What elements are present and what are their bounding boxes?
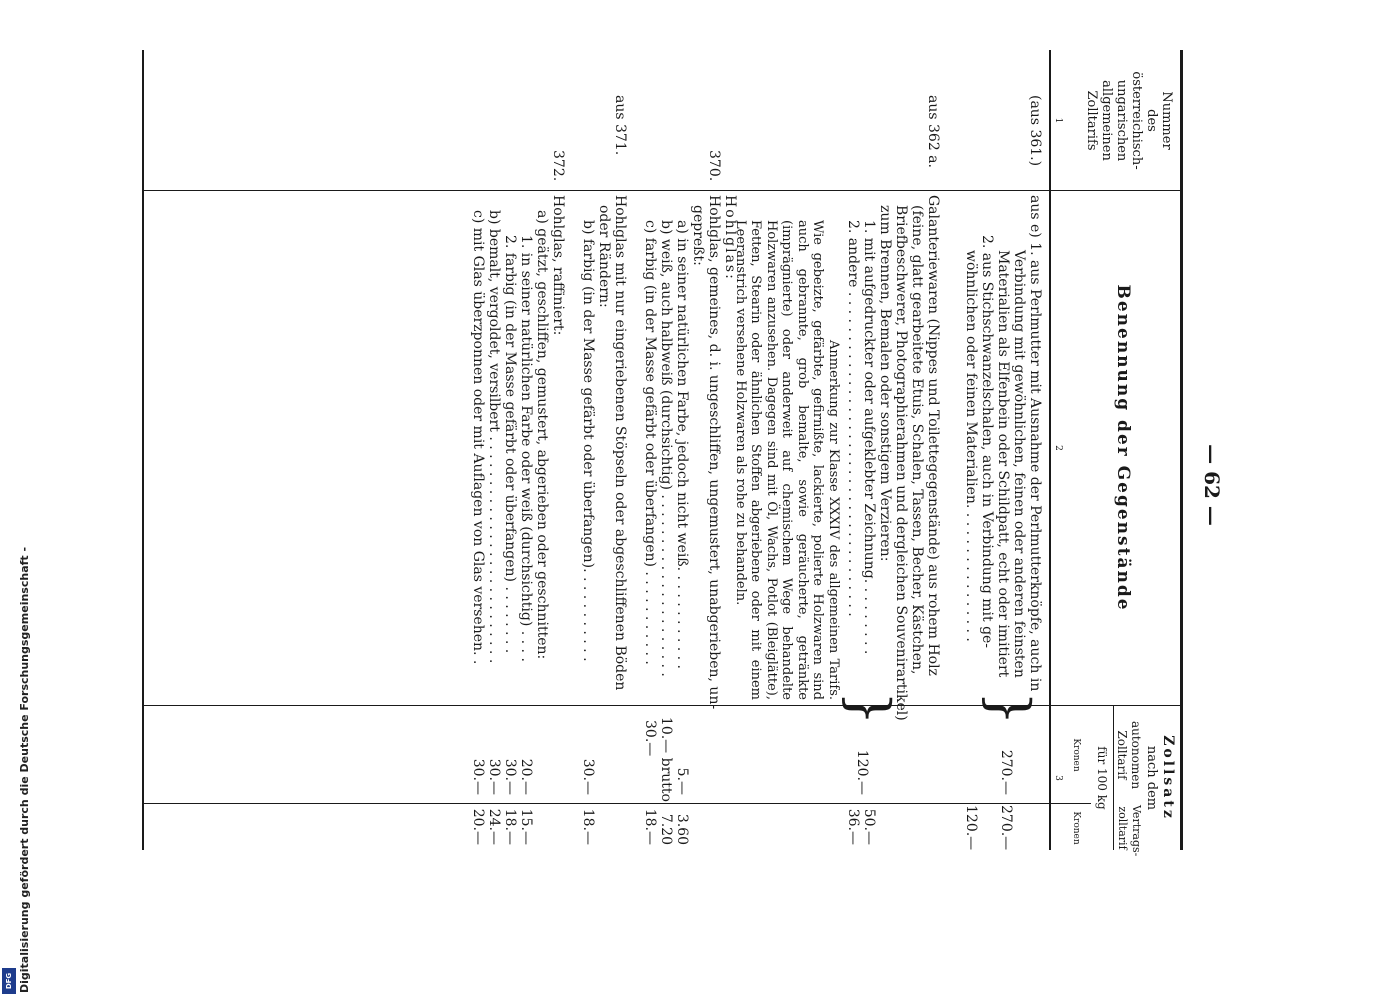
rate-autonomous: 270.— xyxy=(998,749,1014,795)
tariff-number: aus 371. xyxy=(612,95,628,156)
dfg-logo xyxy=(2,968,16,994)
dfg-logo-text: DFG xyxy=(5,972,13,990)
rate-autonomous: 30.— xyxy=(580,758,596,795)
brace: } xyxy=(978,691,1041,726)
item-text: wöhnlichen oder feinen Materialien. . . . . . . . . . . . . . . . xyxy=(963,250,979,642)
header-col1-line: allgemeinen xyxy=(1099,80,1114,161)
rate-treaty: 18.— xyxy=(580,808,596,845)
item-text: c) mit Glas überzponnen oder mit Auflagen von Glas versehen. . xyxy=(470,210,486,665)
header-col3-unit: für 100 kg xyxy=(1095,746,1109,810)
rate-autonomous: 5.— xyxy=(674,767,690,795)
item-text: Hohlglas, gemeines, d. i. ungeschliffen, ungemustert, unabgerieben, un- xyxy=(706,195,722,710)
col3-divider xyxy=(143,803,1091,804)
page-number: — 62 — xyxy=(1200,444,1224,526)
rate-autonomous: 120.— xyxy=(854,749,870,795)
col3-subheader-rule xyxy=(1113,705,1114,850)
item-text: 2. aus Stichschwanzelschalen, auch in Verbindung mit ge- xyxy=(979,235,995,649)
rate-treaty: 18.— xyxy=(642,808,658,845)
header-col1 xyxy=(1084,53,1174,188)
header-col3-vertrag-line: zolltarif xyxy=(1116,806,1129,850)
item-text: Materialien als Elfenbein oder Schildpatt, echt oder imitiert xyxy=(995,250,1011,678)
item-text: 2. farbig (in der Masse gefärbt oder überfangen) . . . . . . . . xyxy=(502,235,518,654)
header-colnum-1: 1 xyxy=(1053,117,1063,124)
item-text: Galanteriewaren (Nippes und Toilettegegenstände) aus rohem Holz xyxy=(925,195,941,676)
tariff-number: 372. xyxy=(550,150,566,182)
header-col3-vertrag xyxy=(1115,805,1143,857)
tariff-number: aus 362 a. xyxy=(925,95,941,168)
rate-treaty: 36.— xyxy=(845,808,861,845)
item-text: Verbindung mit gewöhnlichen, feinen oder anderen feinsten xyxy=(1011,250,1027,678)
item-text: aus e) 1. aus Perlmutter mit Ausnahme der Perlmutterknöpfe, auch in xyxy=(1027,195,1043,692)
rate-autonomous: 10.— brutto xyxy=(658,716,674,802)
header-col3-auto xyxy=(1115,707,1143,803)
item-text: a) in seiner natürlichen Farbe, jedoch nicht weiß. . . . . . . . . . . . xyxy=(674,220,690,670)
tariff-annotation: Anmerkung zur Klasse XXXIV des allgemeinen Tarifs. Wie gebeizte, gefärbte, gefirnißte, lackierte, polierte Holzwaren sind auch gebrannte, grob bemalte, sowie geräucherte, getränkte (imprägnierte) oder anderweit auf chemischem Wege behandelte Holzwaren anzusehen. Dagegen sind mit Öl, Wachs, Potlot (Bleiglätte), Fetten, Stearin oder ähnlichen Stoffen abgeriebene oder mit einem Leeranstrich versehene Holzwaren als rohe zu behandeln. xyxy=(733,220,841,700)
rate-treaty: 15.— xyxy=(518,808,534,845)
rate-autonomous: 30.— xyxy=(642,720,658,757)
item-text: Hohlglas, raffiniert: xyxy=(550,195,566,336)
item-text: (feine, glatt gearbeitete Etuis, Schalen, Tassen, Becher, Kästchen, xyxy=(909,205,925,675)
rate-autonomous: 20.— xyxy=(518,758,534,795)
rate-autonomous: 30.— xyxy=(470,758,486,795)
header-col1-line: ungarischen xyxy=(1114,79,1129,162)
table-bottom-rule xyxy=(142,50,144,850)
section-heading: Hohlglas: xyxy=(722,195,738,281)
rate-autonomous: 30.— xyxy=(502,758,518,795)
item-text: 2. andere . . . . . . . . . . . . . . . . . . . . . . . . . . . . . . . . . . . . . xyxy=(845,220,861,617)
header-col3-line2: nach dem xyxy=(1144,745,1159,811)
header-col3-vertrag-line: Vertrags- xyxy=(1130,805,1143,857)
item-text: b) bemalt, vergoldet, versilbert . . . . . . . . . . . . . . . . . . . . . . . . . . xyxy=(486,210,502,664)
rate-treaty: 3.60 xyxy=(674,813,690,845)
col1-divider xyxy=(143,190,1183,191)
item-text: a) geätzt, geschliffen, gemustert, abgerieben oder geschnitten: xyxy=(534,210,550,660)
item-text: gepreßt: xyxy=(690,205,706,266)
rate-treaty: 20.— xyxy=(470,808,486,845)
header-col3-title: Zollsatz xyxy=(1160,735,1176,821)
header-colnum-2: 2 xyxy=(1053,445,1063,451)
rate-treaty: 18.— xyxy=(502,808,518,845)
header-col2-title: Benennung der Gegenstände xyxy=(1113,284,1133,612)
brace: } xyxy=(838,691,901,726)
rate-treaty: 7.20 xyxy=(658,813,674,845)
item-text: oder Rändern: xyxy=(596,205,612,308)
tariff-number: (aus 361.) xyxy=(1027,95,1043,167)
rate-autonomous: 30.— xyxy=(486,758,502,795)
header-col1-line: des xyxy=(1144,109,1159,132)
rate-treaty: 270.— xyxy=(998,805,1014,851)
rate-treaty: 50.— xyxy=(861,808,877,845)
item-text: c) farbig (in der Masse gefärbt oder überfangen) . . . . . . . . . . . xyxy=(642,220,658,665)
item-text: zum Brennen, Bemalen oder sonstigem Verzieren: xyxy=(877,205,893,562)
rate-treaty: 24.— xyxy=(486,808,502,845)
rate-treaty: 120.— xyxy=(963,805,979,851)
header-col3-currency-a: Kronen xyxy=(1071,738,1081,772)
rotated-document-page xyxy=(36,45,1236,925)
table-top-rule xyxy=(1180,50,1183,850)
header-col3-currency-b: Kronen xyxy=(1071,811,1081,845)
header-col3-auto-line: Zolltarif xyxy=(1115,730,1129,780)
item-text: 1. in seiner natürlichen Farbe oder weiß (durchsichtig) . . . . xyxy=(518,235,534,662)
item-text: Briefbeschwerer, Photographierahmen und dergleichen Souvenirartikel) xyxy=(893,205,909,721)
header-colnum-3: 3 xyxy=(1053,775,1063,781)
item-text: Hohlglas mit nur eingeriebenen Stöpseln oder abgeschliffenen Böden xyxy=(612,195,628,691)
header-col3-auto-line: autonomen xyxy=(1129,720,1143,790)
header-col1-line: österreichisch- xyxy=(1129,71,1144,170)
digitization-credit: Digitalisierung gefördert durch die Deutsche Forschungsgemeinschaft - xyxy=(18,546,31,993)
item-text: 1. mit aufgedruckter oder aufgeklebter Zeichnung. . . . . . . . . xyxy=(861,220,877,655)
tariff-number: 370. xyxy=(706,150,722,182)
item-text: b) farbig (in der Masse gefärbt oder überfangen). . . . . . . . . . . xyxy=(580,220,596,662)
header-col1-line: Zolltarifs xyxy=(1084,90,1099,151)
header-col1-line: Nummer xyxy=(1159,91,1174,150)
item-text: b) weiß, auch halbweiß (durchsichtig) . . . . . . . . . . . . . . . . . . . . . xyxy=(658,220,674,677)
